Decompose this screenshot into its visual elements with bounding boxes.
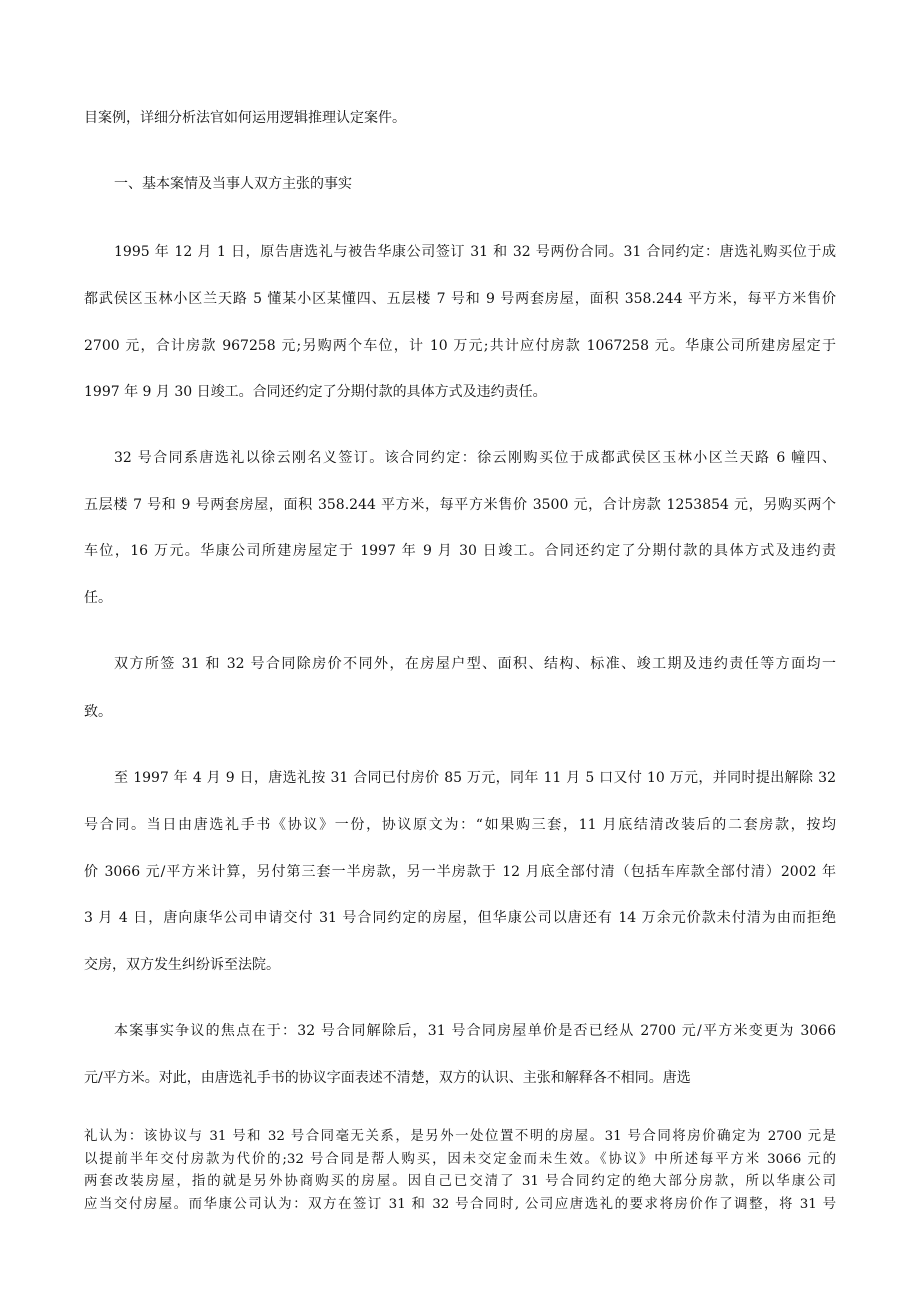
para5-line2: 元/平方米。对此，由唐选礼手书的协议字面表述不清楚，双方的认识、主张和解释各不相同。唐选: [84, 1070, 691, 1086]
para2-line1: 32 号合同系唐选礼以徐云刚名义签订。该合同约定：徐云刚购买位于成都武侯区玉林小区兰天路 6 幢四、: [114, 450, 836, 466]
para1-line1: 1995 年 12 月 1 日，原告唐选礼与被告华康公司签订 31 和 32 号两份合同。31 合同约定：唐选礼购买位于成: [114, 244, 836, 260]
para3-line2: 致。: [84, 704, 112, 720]
section-heading: 一、基本案情及当事人双方主张的事实: [114, 176, 352, 192]
para6-line2: 以提前半年交付房款为代价的;32 号合同是帮人购买，因未交定金而未生效。《协议》中所述每平方米 3066 元的: [84, 1152, 836, 1167]
para3-line1: 双方所签 31 和 32 号合同除房价不同外，在房屋户型、面积、结构、标准、竣工期及违约责任等方面均一: [114, 656, 836, 672]
para6-line1: 礼认为：该协议与 31 号和 32 号合同毫无关系，是另外一处位置不明的房屋。31 号合同将房价确定为 2700 元是: [84, 1129, 836, 1144]
para2-line3: 车位，16 万元。华康公司所建房屋定于 1997 年 9 月 30 日竣工。合同还约定了分期付款的具体方式及违约责: [84, 543, 836, 559]
intro-line: 目案例，详细分析法官如何运用逻辑推理认定案件。: [84, 110, 406, 126]
para6-line3: 两套改装房屋，指的就是另外协商购买的房屋。因自己已交清了 31 号合同约定的绝大部分房款，所以华康公司: [84, 1174, 836, 1189]
para4-line3: 价 3066 元/平方米计算，另付第三套一半房款，另一半房款于 12 月底全部付清（包括车库款全部付清）2002 年: [84, 864, 836, 880]
para2-line2: 五层楼 7 号和 9 号两套房屋，面积 358.244 平方米，每平方米售价 3500 元，合计房款 1253854 元，另购买两个: [84, 497, 836, 513]
para1-line2: 都武侯区玉林小区兰天路 5 懂某小区某懂四、五层楼 7 号和 9 号两套房屋，面积 358.244 平方米，每平方米售价: [84, 291, 836, 307]
para1-line3: 2700 元，合计房款 967258 元;另购两个车位，计 10 万元;共计应付房款 1067258 元。华康公司所建房屋定于: [84, 338, 836, 354]
para6-line4: 应当交付房屋。而华康公司认为：双方在签订 31 和 32 号合同时, 公司应唐选礼的要求将房价作了调整，将 31 号: [84, 1197, 836, 1212]
para2-line4: 任。: [84, 590, 112, 606]
para4-line1: 至 1997 年 4 月 9 日，唐选礼按 31 合同已付房价 85 万元，同年 11 月 5 口又付 10 万元，并同时提出解除 32: [114, 770, 836, 786]
para4-line5: 交房，双方发生纠纷诉至法院。: [84, 957, 280, 973]
para4-line4: 3 月 4 日，唐向康华公司申请交付 31 号合同约定的房屋，但华康公司以唐还有 14 万余元价款未付清为由而拒绝: [84, 910, 836, 926]
para5-line1: 本案事实争议的焦点在于：32 号合同解除后，31 号合同房屋单价是否已经从 2700 元/平方米变更为 3066: [114, 1023, 836, 1039]
para1-line4: 1997 年 9 月 30 日竣工。合同还约定了分期付款的具体方式及违约责任。: [84, 384, 547, 400]
para4-line2: 号合同。当日由唐选礼手书《协议》一份，协议原文为：“如果购三套，11 月底结清改装后的二套房款，按均: [84, 817, 836, 833]
